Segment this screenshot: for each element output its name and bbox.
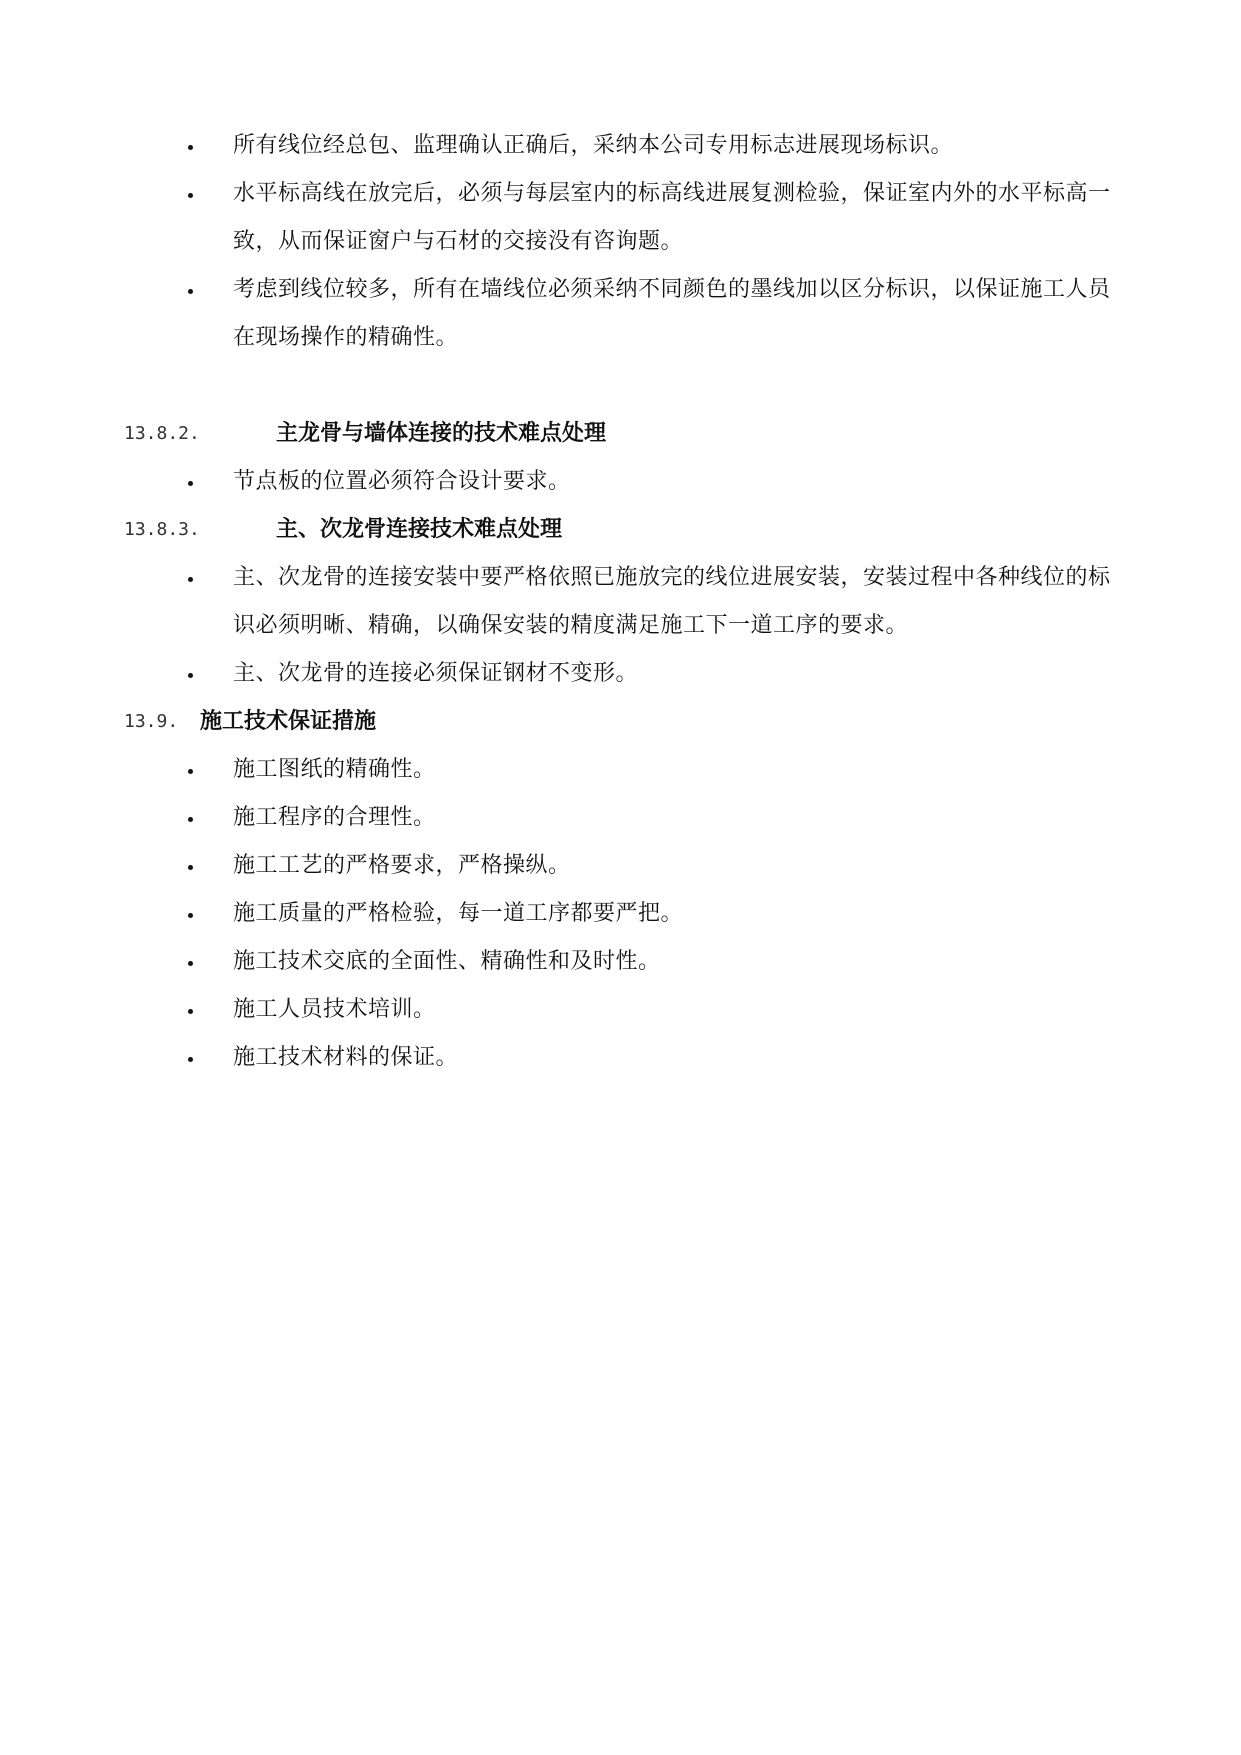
list-item bbox=[0, 554, 1241, 650]
section-heading-13-8-3 bbox=[0, 506, 1241, 554]
list-item-text: 施工图纸的精确性。 bbox=[233, 757, 436, 782]
bullet-dot-icon bbox=[188, 913, 193, 918]
section-number: 13.8.3. bbox=[124, 519, 200, 540]
bullet-dot-icon bbox=[188, 193, 193, 198]
bullet-dot-icon bbox=[188, 817, 193, 822]
list-item bbox=[0, 1034, 1241, 1082]
list-item-text: 施工程序的合理性。 bbox=[233, 805, 436, 830]
list-item bbox=[0, 746, 1241, 794]
list-item-text: 施工技术材料的保证。 bbox=[233, 1045, 459, 1070]
list-item bbox=[0, 794, 1241, 842]
list-item bbox=[0, 170, 1241, 266]
section-title: 施工技术保证措施 bbox=[200, 709, 377, 734]
list-item-text: 主、次龙骨的连接必须保证钢材不变形。 bbox=[233, 661, 639, 686]
list-item bbox=[0, 986, 1241, 1034]
bullet-dot-icon bbox=[188, 481, 193, 486]
bullet-dot-icon bbox=[188, 1057, 193, 1062]
list-item bbox=[0, 122, 1241, 170]
list-item-text: 节点板的位置必须符合设计要求。 bbox=[233, 469, 571, 494]
list-item-text: 所有线位经总包、监理确认正确后，采纳本公司专用标志进展现场标识。 bbox=[233, 133, 954, 158]
bullet-dot-icon bbox=[188, 289, 193, 294]
list-item-text: 考虑到线位较多，所有在墙线位必须采纳不同颜色的墨线加以区分标识，以保证施工人员在现场操作的精确性。 bbox=[233, 277, 1111, 350]
list-item-text: 主、次龙骨的连接安装中要严格依照已施放完的线位进展安装，安装过程中各种线位的标识必须明晰、精确，以确保安装的精度满足施工下一道工序的要求。 bbox=[233, 565, 1111, 638]
section-heading-13-9 bbox=[0, 698, 1241, 746]
list-item bbox=[0, 266, 1241, 362]
bullet-dot-icon bbox=[188, 961, 193, 966]
intro-bullet-list bbox=[0, 122, 1241, 362]
list-item bbox=[0, 938, 1241, 986]
bullet-dot-icon bbox=[188, 145, 193, 150]
list-item-text: 施工工艺的严格要求，严格操纵。 bbox=[233, 853, 571, 878]
section-13-9-bullet-list bbox=[0, 746, 1241, 1082]
section-number: 13.8.2. bbox=[124, 423, 200, 444]
bullet-dot-icon bbox=[188, 769, 193, 774]
bullet-dot-icon bbox=[188, 1009, 193, 1014]
list-item bbox=[0, 458, 1241, 506]
list-item-text: 水平标高线在放完后，必须与每层室内的标高线进展复测检验，保证室内外的水平标高一致，从而保证窗户与石材的交接没有咨询题。 bbox=[233, 181, 1111, 254]
section-title: 主龙骨与墙体连接的技术难点处理 bbox=[276, 421, 607, 446]
list-item bbox=[0, 650, 1241, 698]
bullet-dot-icon bbox=[188, 865, 193, 870]
list-item-text: 施工技术交底的全面性、精确性和及时性。 bbox=[233, 949, 661, 974]
section-number: 13.9. bbox=[124, 711, 179, 732]
section-heading-13-8-2 bbox=[0, 410, 1241, 458]
list-item bbox=[0, 842, 1241, 890]
section-13-8-3-bullet-list bbox=[0, 554, 1241, 698]
bullet-dot-icon bbox=[188, 577, 193, 582]
bullet-dot-icon bbox=[188, 673, 193, 678]
section-13-8-2-bullet-list bbox=[0, 458, 1241, 506]
list-item bbox=[0, 890, 1241, 938]
section-title: 主、次龙骨连接技术难点处理 bbox=[276, 517, 563, 542]
list-item-text: 施工质量的严格检验，每一道工序都要严把。 bbox=[233, 901, 684, 926]
list-item-text: 施工人员技术培训。 bbox=[233, 997, 436, 1022]
